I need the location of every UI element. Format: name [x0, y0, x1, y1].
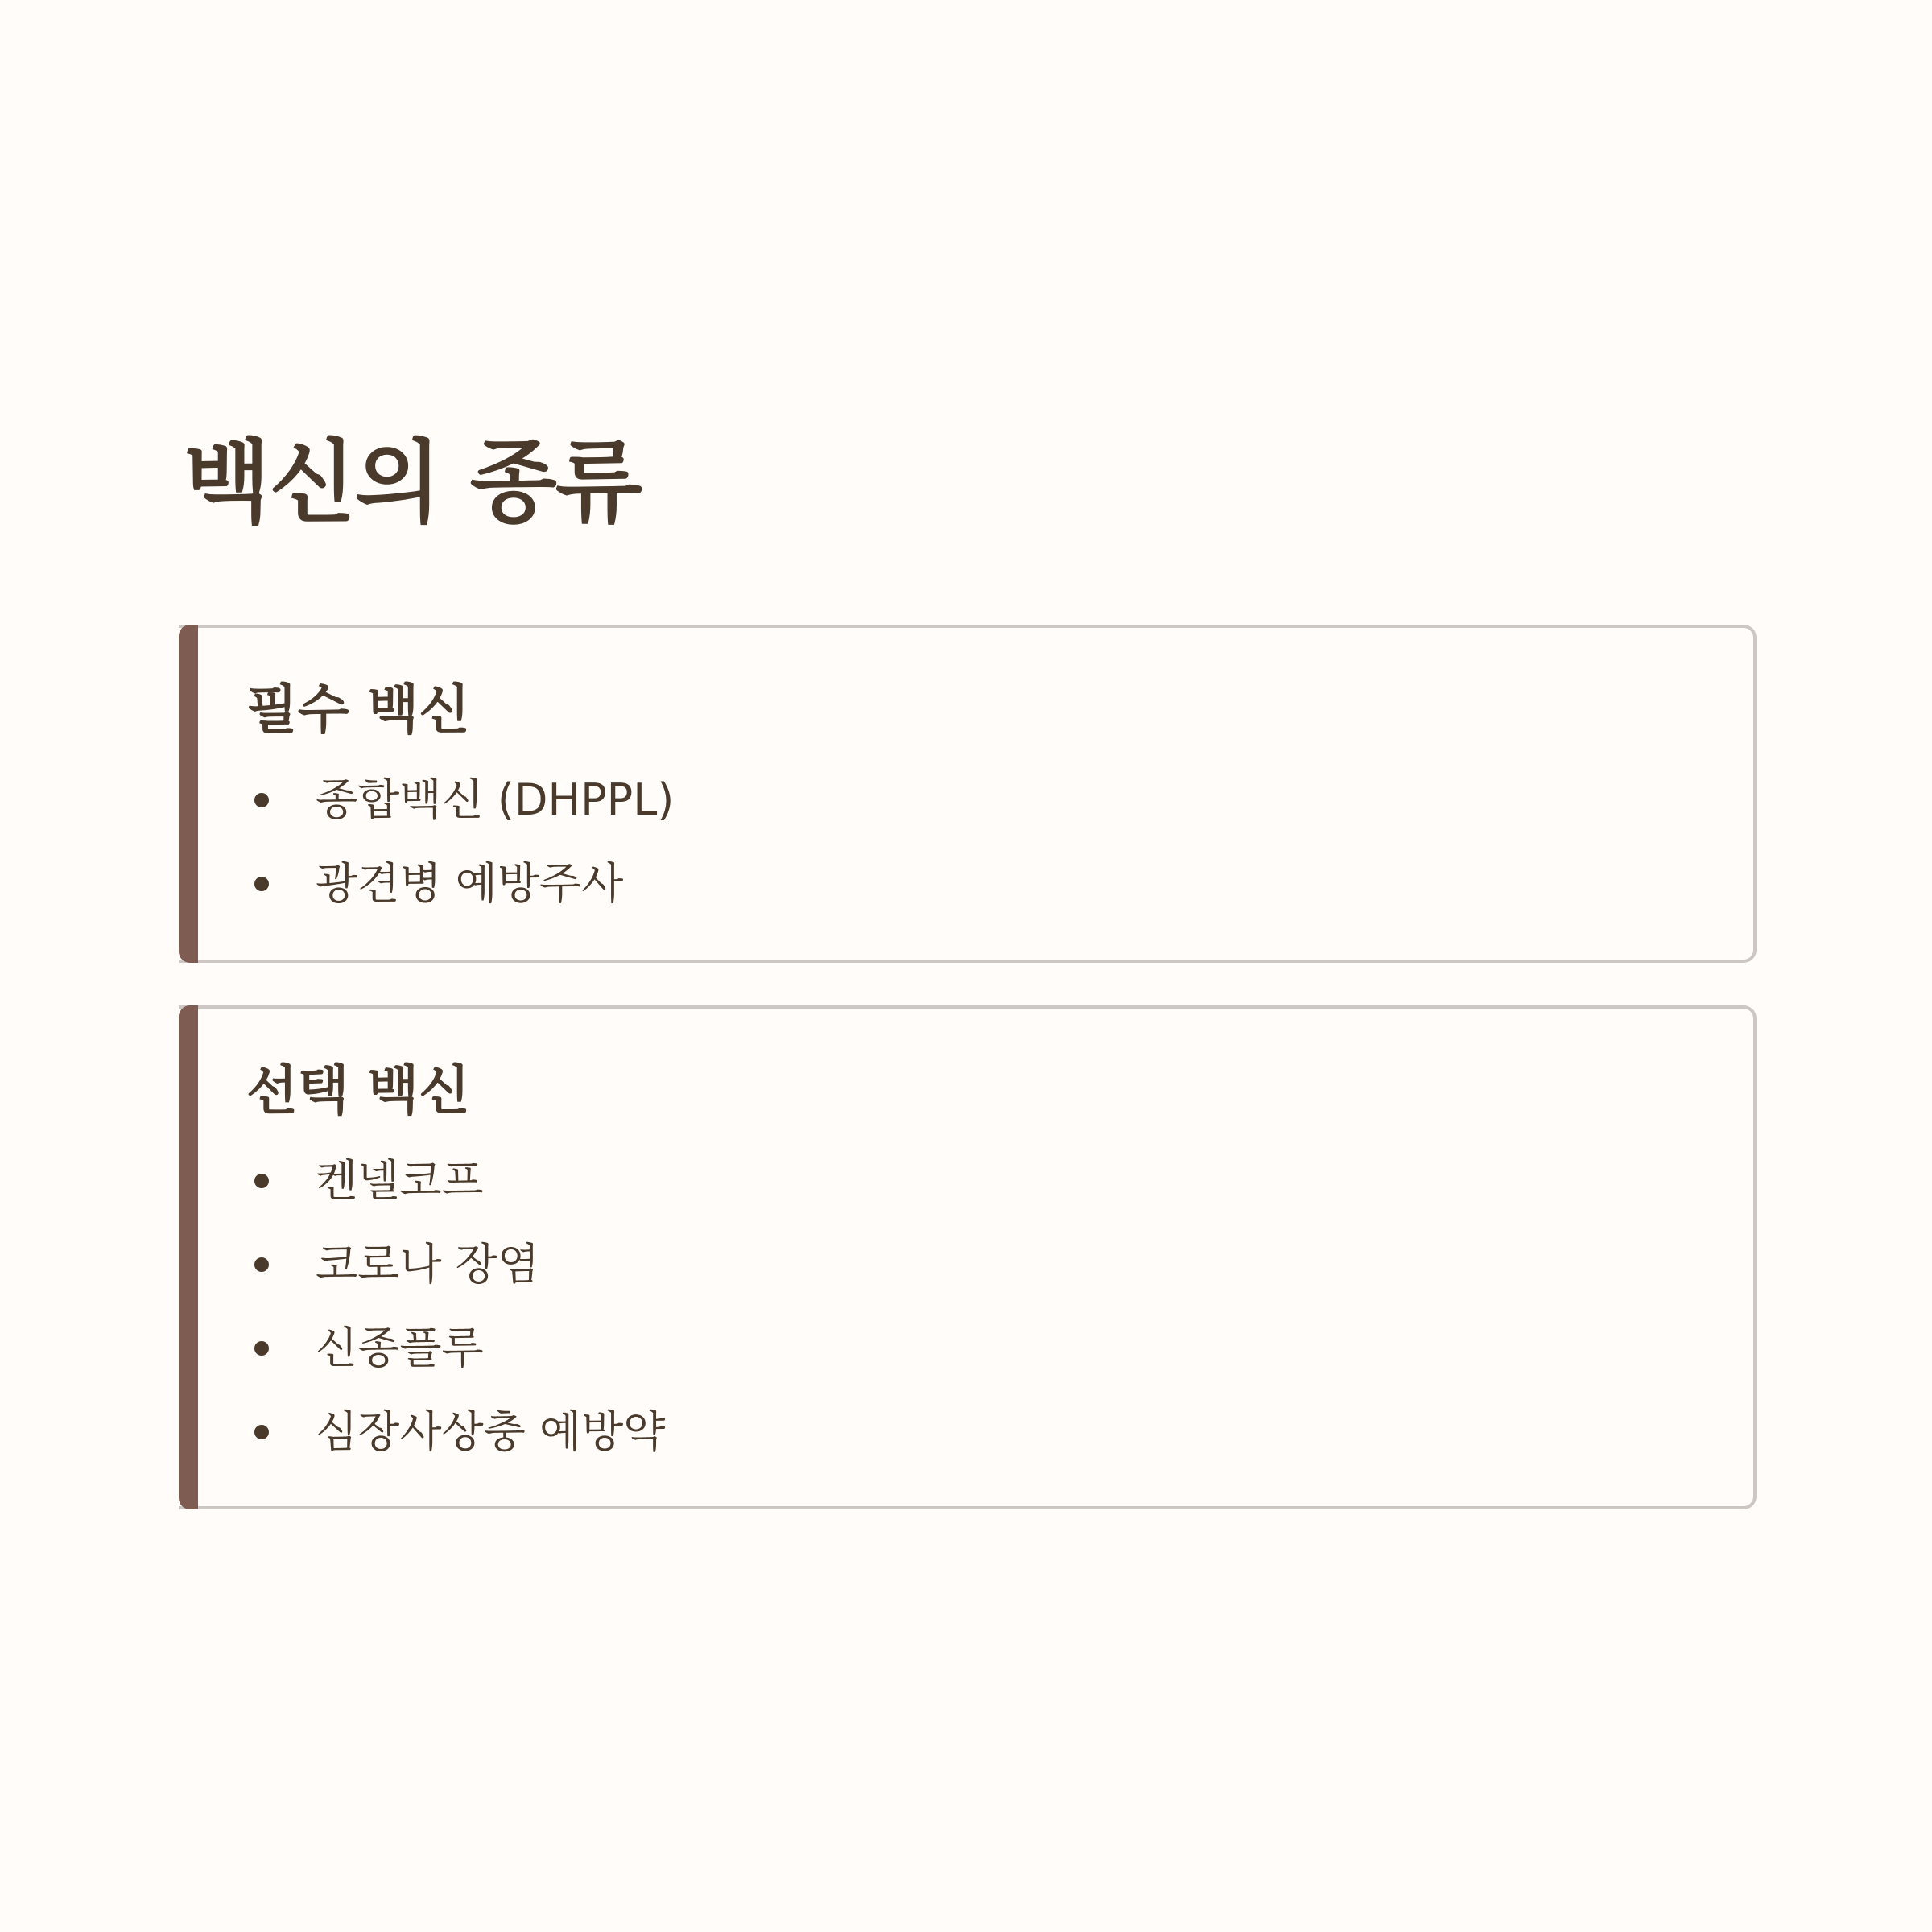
- list-item-label: 광견병 예방주사: [316, 858, 624, 909]
- list-item: [246, 758, 674, 842]
- list-item-label: 종합백신 (DHPPL): [316, 774, 675, 825]
- bullet-icon: [254, 1341, 269, 1356]
- card-title: 필수 백신: [246, 679, 471, 741]
- bullet-icon: [254, 1425, 269, 1439]
- list-item: [246, 1139, 665, 1223]
- card-essential-vaccines: [179, 625, 1757, 963]
- bullet-icon: [254, 877, 269, 891]
- bullet-icon: [254, 1257, 269, 1272]
- bullet-icon: [254, 793, 269, 807]
- list-item: [246, 1307, 665, 1390]
- list-item-label: 신종플루: [316, 1323, 484, 1373]
- list-item: [246, 1223, 665, 1307]
- list-item-label: 코로나 장염: [316, 1239, 539, 1290]
- card-optional-vaccines: [179, 1005, 1757, 1509]
- list-item-label: 켄넬코프: [316, 1155, 484, 1206]
- list-item-label: 심장사상충 예방약: [316, 1406, 666, 1457]
- list-item: [246, 1390, 665, 1474]
- card-title: 선택 백신: [246, 1059, 471, 1121]
- page-title: 백신의 종류: [184, 431, 641, 535]
- vaccine-list: [246, 758, 674, 926]
- bullet-icon: [254, 1174, 269, 1188]
- vaccine-list: [246, 1139, 665, 1474]
- list-item: [246, 842, 674, 926]
